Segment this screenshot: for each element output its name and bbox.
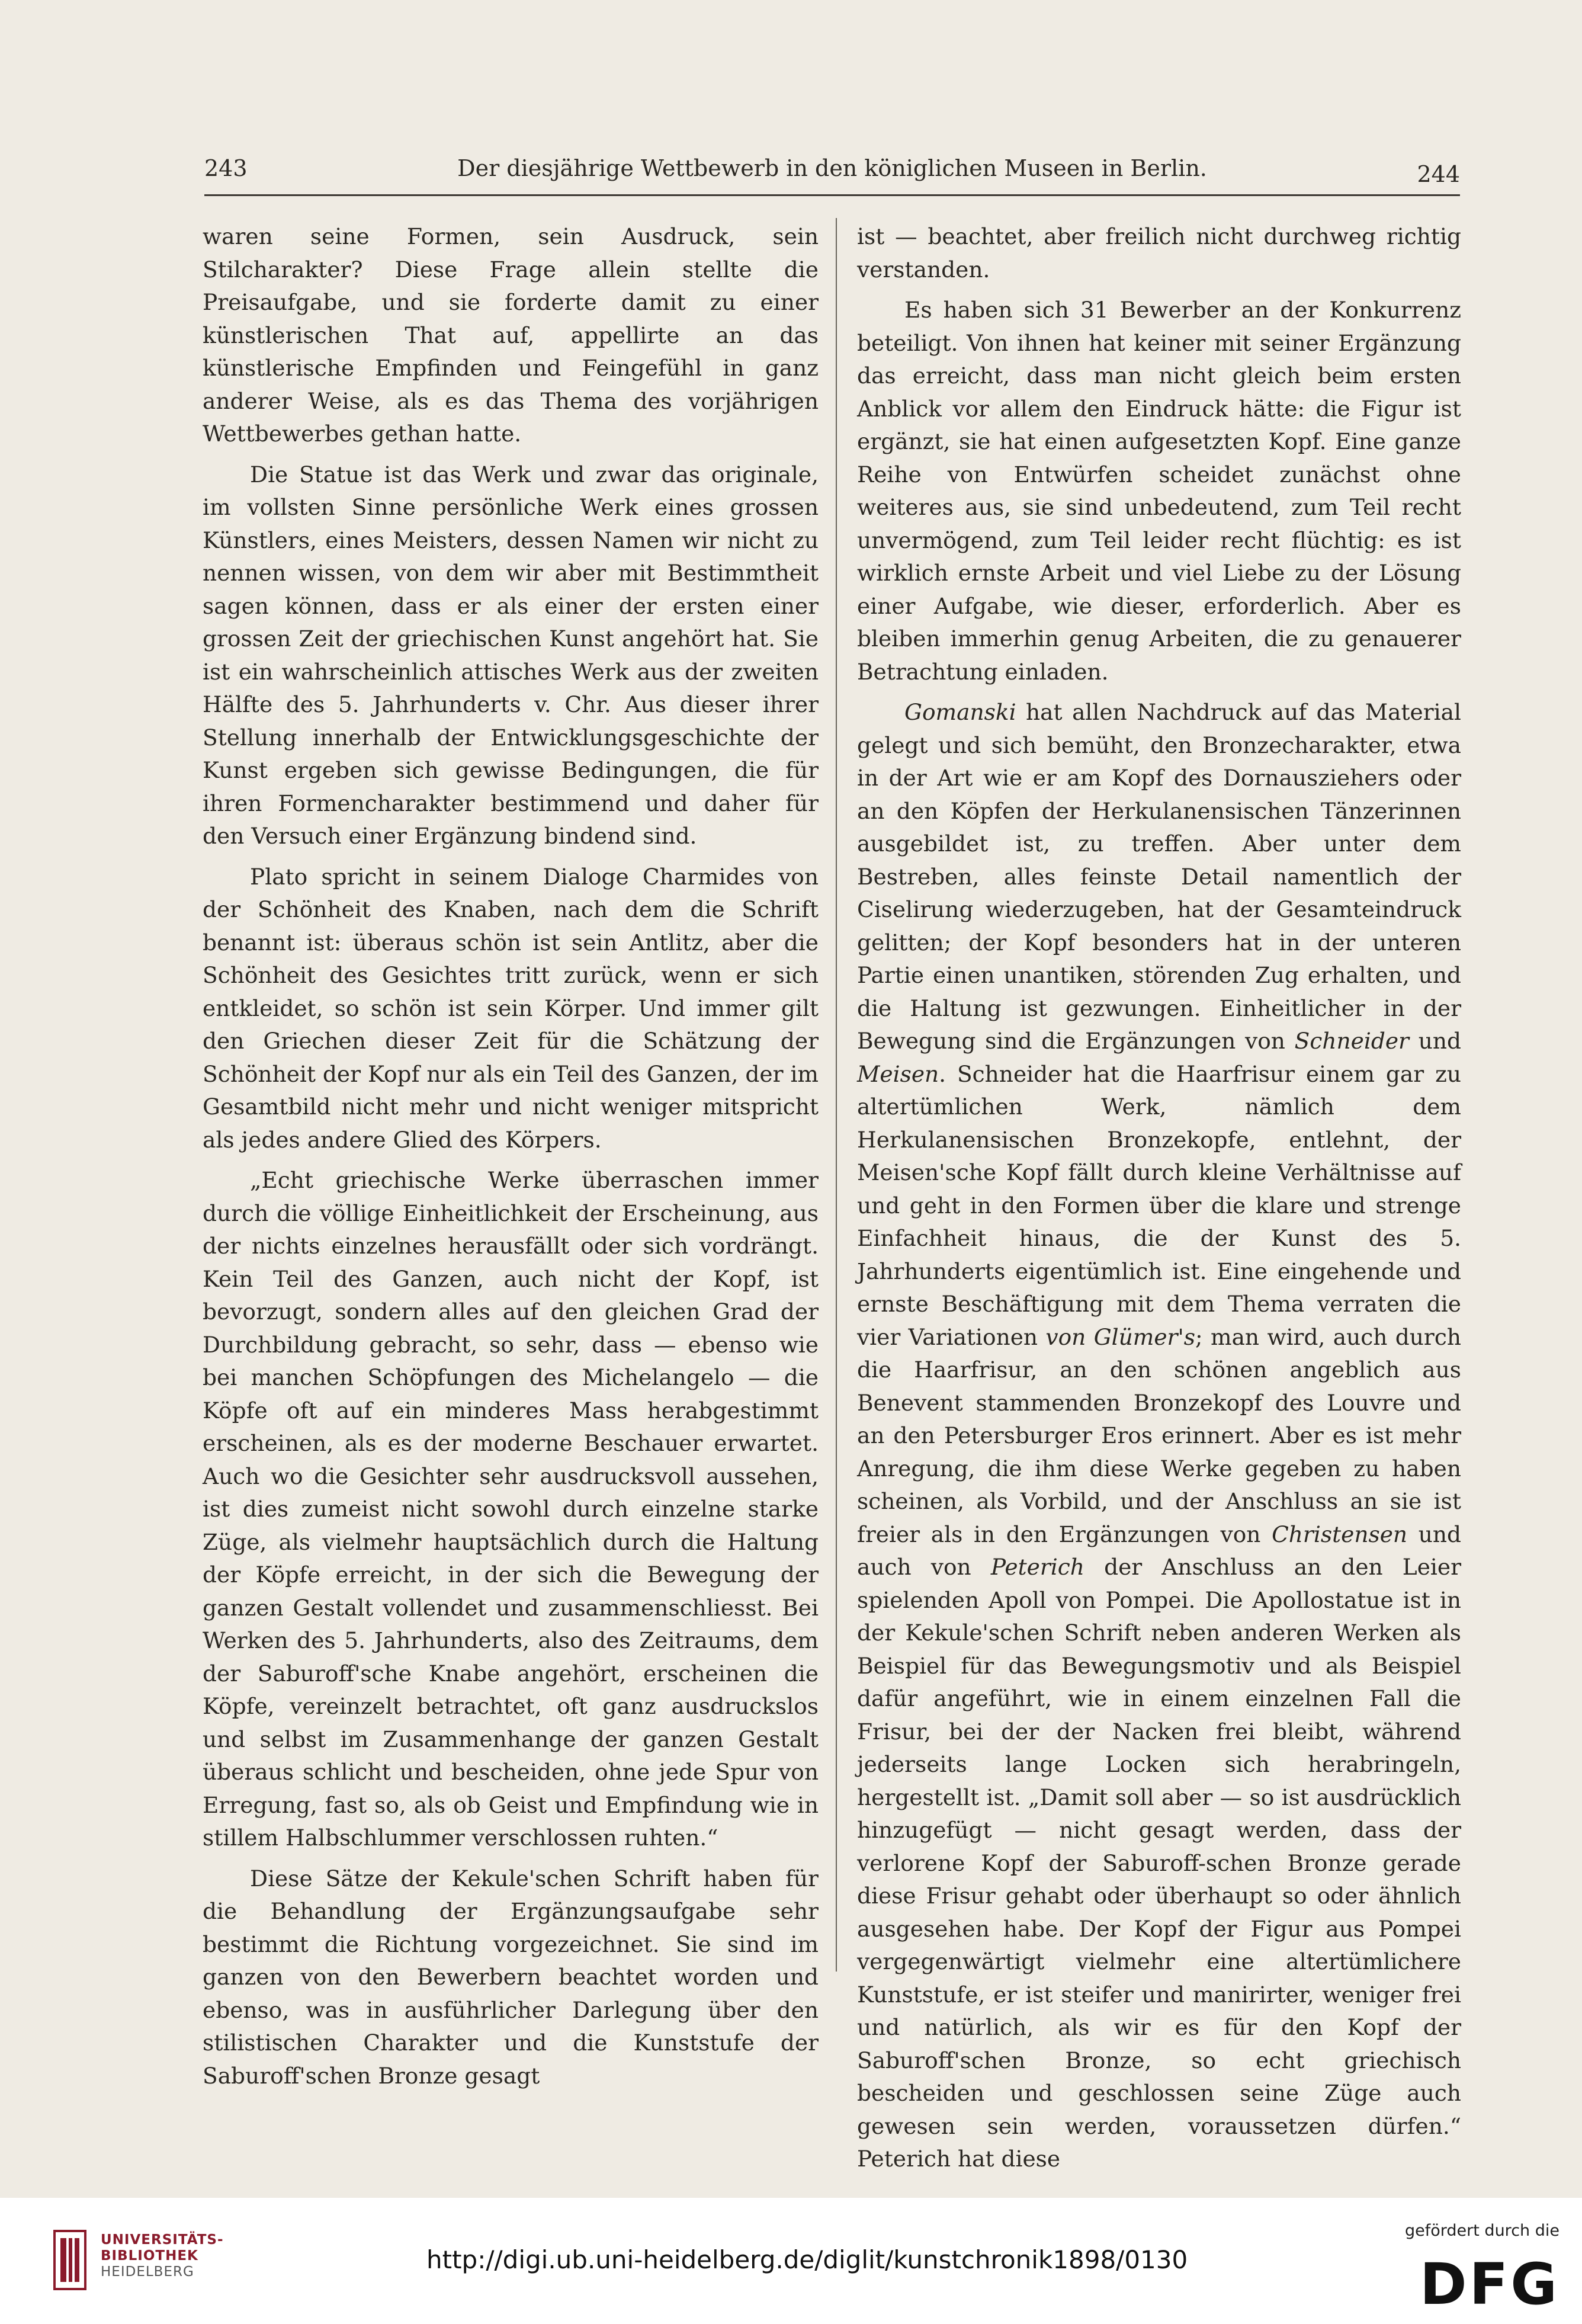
paragraph <box>857 696 1461 2176</box>
text-run: der Anschluss an den Leier spielenden Apoll von Pompei. Die Apollostatue ist in der Kekule'schen Schrift neben anderen Werken als Beispiel für das Bewegungsmotiv und als Beispiel dafür angeführt, wie in einem einzelnen Fall die Frisur, bei der der Nacken frei bleibt, während jederseits lange Locken sich herabringeln, hergestellt ist. „Damit soll aber — so ist ausdrücklich hinzugefügt — nicht gesagt werden, dass der verlorene Kopf der Saburoff-schen Bronze gerade diese Frisur gehabt oder überhaupt so oder ähnlich ausgesehen habe. Der Kopf der Figur aus Pompei vergegenwärtigt vielmehr eine altertümlichere Kunststufe, er ist steifer und manirirter, weniger frei und natürlich, als wir es für den Kopf der Saburoff'schen Bronze, so echt griechisch bescheiden und geschlossen seine Züge auch gewesen sein werden, voraussetzen dürfen.“ Peterich hat diese <box>857 1554 1462 2172</box>
library-name-line: BIBLIOTHEK <box>101 2248 198 2264</box>
paragraph: Plato spricht in seinem Dialoge Charmides von der Schönheit des Knaben, nach dem die Schrift benannt ist: überaus schön ist sein Antlitz, aber die Schönheit des Gesichtes tritt zurück, wenn er sich entkleidet, so schön ist sein Körper. Und immer gilt den Griechen dieser Zeit für die Schätzung der Schönheit der Kopf nur als ein Teil des Ganzen, der im Gesamtbild nicht mehr und nicht weniger mitspricht als jedes andere Glied des Körpers. <box>203 863 819 1153</box>
library-name <box>101 2232 224 2280</box>
text-run: hat allen Nachdruck auf das Material gelegt und sich bemüht, den Bronzecharakter, etwa in der Art wie er am Kopf des Dornausziehers oder an den Köpfen der Herkulanensischen Tänzerinnen ausgebildet ist, zu treffen. Aber unter dem Bestreben, alles feinste Detail namentlich der Ciselirung wiederzugeben, hat der Gesamteindruck gelitten; der Kopf besonders hat in der unteren Partie einen unantiken, störenden Zug erhalten, und die Haltung ist gezwungen. Einheitlicher in der Bewegung sind die Ergänzungen von <box>857 699 1462 1054</box>
running-title: Der diesjährige Wettbewerb in den königlichen Museen in Berlin. <box>457 155 1207 181</box>
paragraph: Es haben sich 31 Bewerber an der Konkurrenz beteiligt. Von ihnen hat keiner mit seiner Ergänzung das erreicht, dass man nicht gleich beim ersten Anblick vor allem den Eindruck hätte: die Figur ist ergänzt, sie hat einen aufgesetzten Kopf. Eine ganze Reihe von Entwürfen scheidet zunächst ohne weiteres aus, sie sind unbedeutend, zum Teil recht unvermögend, zum Teil leider recht flüchtig: es ist wirklich ernste Arbeit und viel Liebe zu der Lösung einer Aufgabe, wie dieser, erforderlich. Aber es bleiben immerhin genug Arbeiten, die zu genauerer Betrachtung einladen. <box>857 297 1461 685</box>
library-name-line: UNIVERSITÄTS- <box>101 2232 224 2248</box>
text-run: und <box>1418 1028 1461 1054</box>
page-number-left: 243 <box>204 155 248 181</box>
quote-paragraph: „Echt griechische Werke überraschen immer durch die völlige Einheitlichkeit der Erscheinung, aus der nichts einzelnes herausfällt oder sich vordrängt. Kein Teil des Ganzen, auch nicht der Kopf, ist bevorzugt, sondern alles auf den gleichen Grad der Durchbildung gebracht, so sehr, dass — ebenso wie bei manchen Schöpfungen des Michelangelo — die Köpfe oft auf ein minderes Mass herabgestimmt erscheinen, als es der moderne Beschauer erwartet. Auch wo die Gesichter sehr ausdrucksvoll aussehen, ist dies zumeist nicht sowohl durch einzelne starke Züge, als vielmehr hauptsächlich durch die Haltung der Köpfe erreicht, in der sich die Bewegung der ganzen Gestalt vollendet und zusammenschliesst. Bei Werken des 5. Jahrhunderts, also des Zeitraums, dem der Saburoff'sche Knabe angehört, erscheinen die Köpfe, vereinzelt betrachtet, oft ganz ausdruckslos und selbst im Zusammenhange der ganzen Gestalt überaus schlicht und bescheiden, ohne jede Spur von Erregung, fast so, als ob Geist und Empfindung wie in stillem Halbschlummer verschlossen ruhten.“ <box>203 1167 819 1851</box>
text-run: und auch von <box>857 1521 1462 1580</box>
right-column <box>857 220 1461 2184</box>
paragraph: ist — beachtet, aber freilich nicht durchweg richtig verstanden. <box>857 223 1461 283</box>
paragraph: Diese Sätze der Kekule'schen Schrift haben für die Behandlung der Ergänzungsaufgabe sehr bestimmt die Richtung vorgezeichnet. Sie sind im ganzen von den Bewerbern beachtet worden und ebenso, was in ausführlicher Darlegung über den stilistischen Charakter und die Kunststufe der Saburoff'schen Bronze gesagt <box>203 1865 819 2089</box>
library-name-line: HEIDELBERG <box>101 2264 194 2280</box>
text-run: ; man wird, auch durch die Haarfrisur, an den schönen angeblich aus Benevent stammenden Bronzekopf des Louvre und an den Petersburger Eros erinnert. Aber es ist mehr Anregung, die ihm diese Werke gegeben zu haben scheinen, als Vorbild, und der Anschluss an sie ist freier als in den Ergänzungen von <box>857 1323 1461 1547</box>
funding-caption: gefördert durch die <box>1405 2222 1559 2240</box>
paragraph: Die Statue ist das Werk und zwar das originale, im vollsten Sinne persönliche Werk eines grossen Künstlers, eines Meisters, dessen Namen wir nicht zu nennen wissen, von dem wir aber mit Bestimmtheit sagen können, dass er als einer der ersten einer grossen Zeit der griechischen Kunst angehört hat. Sie ist ein wahrscheinlich attisches Werk aus der zweiten Hälfte des 5. Jahrhunderts v. Chr. Aus dieser ihrer Stellung innerhalb der Entwicklungsgeschichte der Kunst ergeben sich gewisse Bedingungen, die für ihren Formencharakter bestimmend und daher für den Versuch einer Ergänzung bindend sind. <box>203 461 819 849</box>
university-library-logo-icon <box>52 2227 88 2293</box>
header-rule <box>204 194 1460 196</box>
artist-name: Schneider <box>1294 1028 1409 1054</box>
permalink-url[interactable]: http://digi.ub.uni-heidelberg.de/diglit/kunstchronik1898/0130 <box>426 2245 1188 2274</box>
running-head <box>204 155 1460 191</box>
digitization-footer <box>0 2198 1582 2324</box>
artist-name: Gomanski <box>904 699 1016 725</box>
artist-name: von Glümer's <box>1045 1323 1196 1350</box>
left-column <box>203 220 819 2100</box>
text-run: . Schneider hat die Haarfrisur einem gar zu altertümlichen Werk, nämlich dem Herkulanensischen Bronzekopfe, entlehnt, der Meisen'sche Kopf fällt durch kleine Verhältnisse auf und geht in den Formen über die klare und strenge Einfachheit hinaus, die der Kunst des 5. Jahrhunderts eigentümlich ist. Eine eingehende und ernste Beschäftigung mit dem Thema verraten die vier Variationen <box>857 1060 1461 1350</box>
column-divider <box>836 218 837 1972</box>
paragraph: waren seine Formen, sein Ausdruck, sein Stilcharakter? Diese Frage allein stellte die Preisaufgabe, und sie forderte damit zu einer künstlerischen That auf, appellirte an das künstlerische Empfinden und Feingefühl in ganz anderer Weise, als es das Thema des vorjährigen Wettbewerbes gethan hatte. <box>203 223 819 447</box>
artist-name: Meisen <box>857 1060 939 1087</box>
dfg-logo: DFG <box>1419 2251 1559 2317</box>
artist-name: Peterich <box>990 1554 1084 1580</box>
page-number-right: 244 <box>1417 161 1460 187</box>
artist-name: Christensen <box>1272 1521 1408 1547</box>
